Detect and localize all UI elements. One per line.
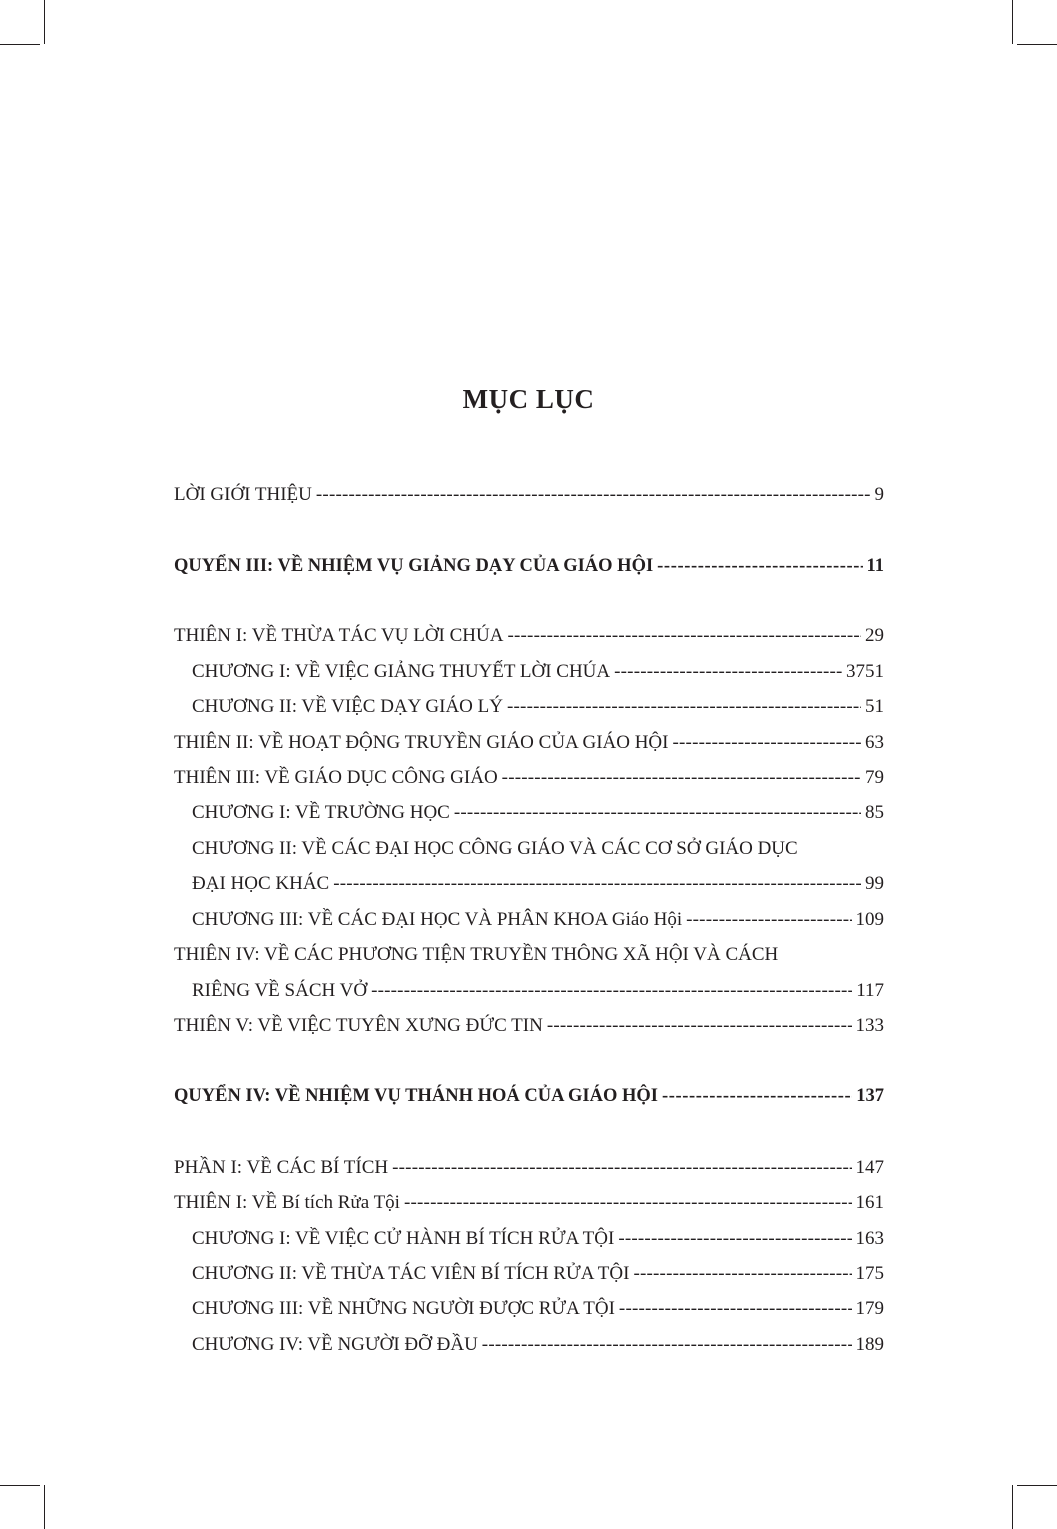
toc-page: 63 xyxy=(865,732,884,753)
leader-dots xyxy=(502,767,861,789)
crop-mark xyxy=(0,1485,40,1486)
toc-label: CHƯƠNG II: VỀ THỪA TÁC VIÊN BÍ TÍCH RỬA TỘI xyxy=(192,1263,630,1284)
leader-dots xyxy=(619,1298,852,1320)
toc-entry-book3-title4-line1[interactable]: THIÊN IV: VỀ CÁC PHƯƠNG TIỆN TRUYỀN THÔNG XÃ HỘI VÀ CÁCH xyxy=(174,944,779,965)
toc-page: 29 xyxy=(865,625,884,646)
leader-dots xyxy=(454,802,861,824)
toc-label: CHƯƠNG III: VỀ CÁC ĐẠI HỌC VÀ PHÂN KHOA Giáo Hội xyxy=(192,909,683,930)
toc-label: QUYỂN IV: VỀ NHIỆM VỤ THÁNH HOÁ CỦA GIÁO HỘI xyxy=(174,1086,658,1106)
toc-label: ĐẠI HỌC KHÁC xyxy=(192,873,330,894)
toc-entry-book4-title1-ch2[interactable] xyxy=(192,1263,884,1293)
toc-page: 79 xyxy=(865,767,884,788)
toc-entry-book3-title3-ch2[interactable] xyxy=(192,873,884,903)
toc-page: 161 xyxy=(855,1192,884,1213)
leader-dots xyxy=(316,484,871,506)
toc-label: PHẦN I: VỀ CÁC BÍ TÍCH xyxy=(174,1157,389,1178)
toc-entry-book3-title3-ch1[interactable] xyxy=(192,802,884,832)
toc-label: RIÊNG VỀ SÁCH VỞ xyxy=(192,980,368,1001)
toc-label: CHƯƠNG IV: VỀ NGƯỜI ĐỠ ĐẦU xyxy=(192,1334,478,1355)
toc-entry-book3-title5[interactable] xyxy=(174,1015,884,1045)
toc-label: LỜI GIỚI THIỆU xyxy=(174,484,312,505)
crop-mark xyxy=(0,44,40,45)
leader-dots xyxy=(633,1263,851,1285)
toc-label: QUYỂN III: VỀ NHIỆM VỤ GIẢNG DẠY CỦA GIÁO HỘI xyxy=(174,556,654,576)
toc-label: CHƯƠNG II: VỀ VIỆC DẠY GIÁO LÝ xyxy=(192,696,503,717)
toc-entry-book3-title3-ch2-line1[interactable]: CHƯƠNG II: VỀ CÁC ĐẠI HỌC CÔNG GIÁO VÀ CÁC CƠ SỞ GIÁO DỤC xyxy=(192,838,798,859)
toc-entry-book4-part1[interactable] xyxy=(174,1157,884,1187)
toc-page: 99 xyxy=(865,873,884,894)
leader-dots xyxy=(662,1086,852,1107)
crop-mark xyxy=(1017,1485,1057,1486)
leader-dots xyxy=(392,1157,851,1179)
leader-dots xyxy=(614,661,842,683)
toc-page: 189 xyxy=(855,1334,884,1355)
toc-entry-book4-title1-ch1[interactable] xyxy=(192,1228,884,1258)
toc-entry-book3-title3-ch3[interactable] xyxy=(192,909,884,939)
toc-page: 9 xyxy=(874,484,884,505)
toc-entry-book3-title4[interactable] xyxy=(192,980,884,1010)
toc-entry-book3-title2[interactable] xyxy=(174,732,884,762)
leader-dots xyxy=(482,1334,852,1356)
leader-dots xyxy=(333,873,861,895)
crop-mark xyxy=(44,1485,45,1529)
toc-page: 85 xyxy=(865,802,884,823)
toc-page: 11 xyxy=(866,556,884,576)
crop-mark xyxy=(44,0,45,44)
leader-dots xyxy=(371,980,852,1002)
toc-page: 137 xyxy=(856,1086,884,1106)
toc-label: THIÊN V: VỀ VIỆC TUYÊN XƯNG ĐỨC TIN xyxy=(174,1015,543,1036)
crop-mark xyxy=(1017,44,1057,45)
crop-mark xyxy=(1012,1485,1013,1529)
leader-dots xyxy=(618,1228,851,1250)
crop-mark xyxy=(1012,0,1013,44)
toc-page: 163 xyxy=(855,1228,884,1249)
toc-entry-book3-title1-ch2[interactable] xyxy=(192,696,884,726)
toc-entry-book4-title1-ch3[interactable] xyxy=(192,1298,884,1328)
toc-page: 117 xyxy=(856,980,884,1001)
leader-dots xyxy=(507,696,861,718)
toc-label: THIÊN II: VỀ HOẠT ĐỘNG TRUYỀN GIÁO CỦA GIÁO HỘI xyxy=(174,732,669,753)
toc-page: 179 xyxy=(855,1298,884,1319)
toc-page: 109 xyxy=(855,909,884,930)
toc-entry-intro[interactable] xyxy=(174,484,884,514)
toc-entry-book3-title1[interactable] xyxy=(174,625,884,655)
toc-page: 147 xyxy=(855,1157,884,1178)
toc-entry-book3-title1-ch1[interactable] xyxy=(192,661,884,691)
toc-label: CHƯƠNG I: VỀ VIỆC CỬ HÀNH BÍ TÍCH RỬA TỘI xyxy=(192,1228,615,1249)
leader-dots xyxy=(686,909,851,931)
toc-entry-book4-title1[interactable] xyxy=(174,1192,884,1222)
toc-label: THIÊN III: VỀ GIÁO DỤC CÔNG GIÁO xyxy=(174,767,498,788)
toc-entry-book3[interactable] xyxy=(174,556,884,586)
toc-page: 51 xyxy=(865,696,884,717)
toc-page: 133 xyxy=(855,1015,884,1036)
leader-dots xyxy=(507,625,861,647)
toc-label: CHƯƠNG III: VỀ NHỮNG NGƯỜI ĐƯỢC RỬA TỘI xyxy=(192,1298,615,1319)
toc-label: THIÊN I: VỀ Bí tích Rửa Tội xyxy=(174,1192,400,1213)
toc-label: CHƯƠNG I: VỀ TRƯỜNG HỌC xyxy=(192,802,450,823)
toc-entry-book4[interactable] xyxy=(174,1086,884,1116)
toc-page: 175 xyxy=(855,1263,884,1284)
toc-page: 3751 xyxy=(846,661,884,682)
toc-label: THIÊN I: VỀ THỪA TÁC VỤ LỜI CHÚA xyxy=(174,625,504,646)
page-title: MỤC LỤC xyxy=(462,384,595,414)
leader-dots xyxy=(404,1192,852,1214)
leader-dots xyxy=(657,556,862,577)
toc-entry-book3-title3[interactable] xyxy=(174,767,884,797)
leader-dots xyxy=(547,1015,852,1037)
toc-entry-book4-title1-ch4[interactable] xyxy=(192,1334,884,1364)
leader-dots xyxy=(672,732,861,754)
toc-label: CHƯƠNG I: VỀ VIỆC GIẢNG THUYẾT LỜI CHÚA xyxy=(192,661,611,682)
